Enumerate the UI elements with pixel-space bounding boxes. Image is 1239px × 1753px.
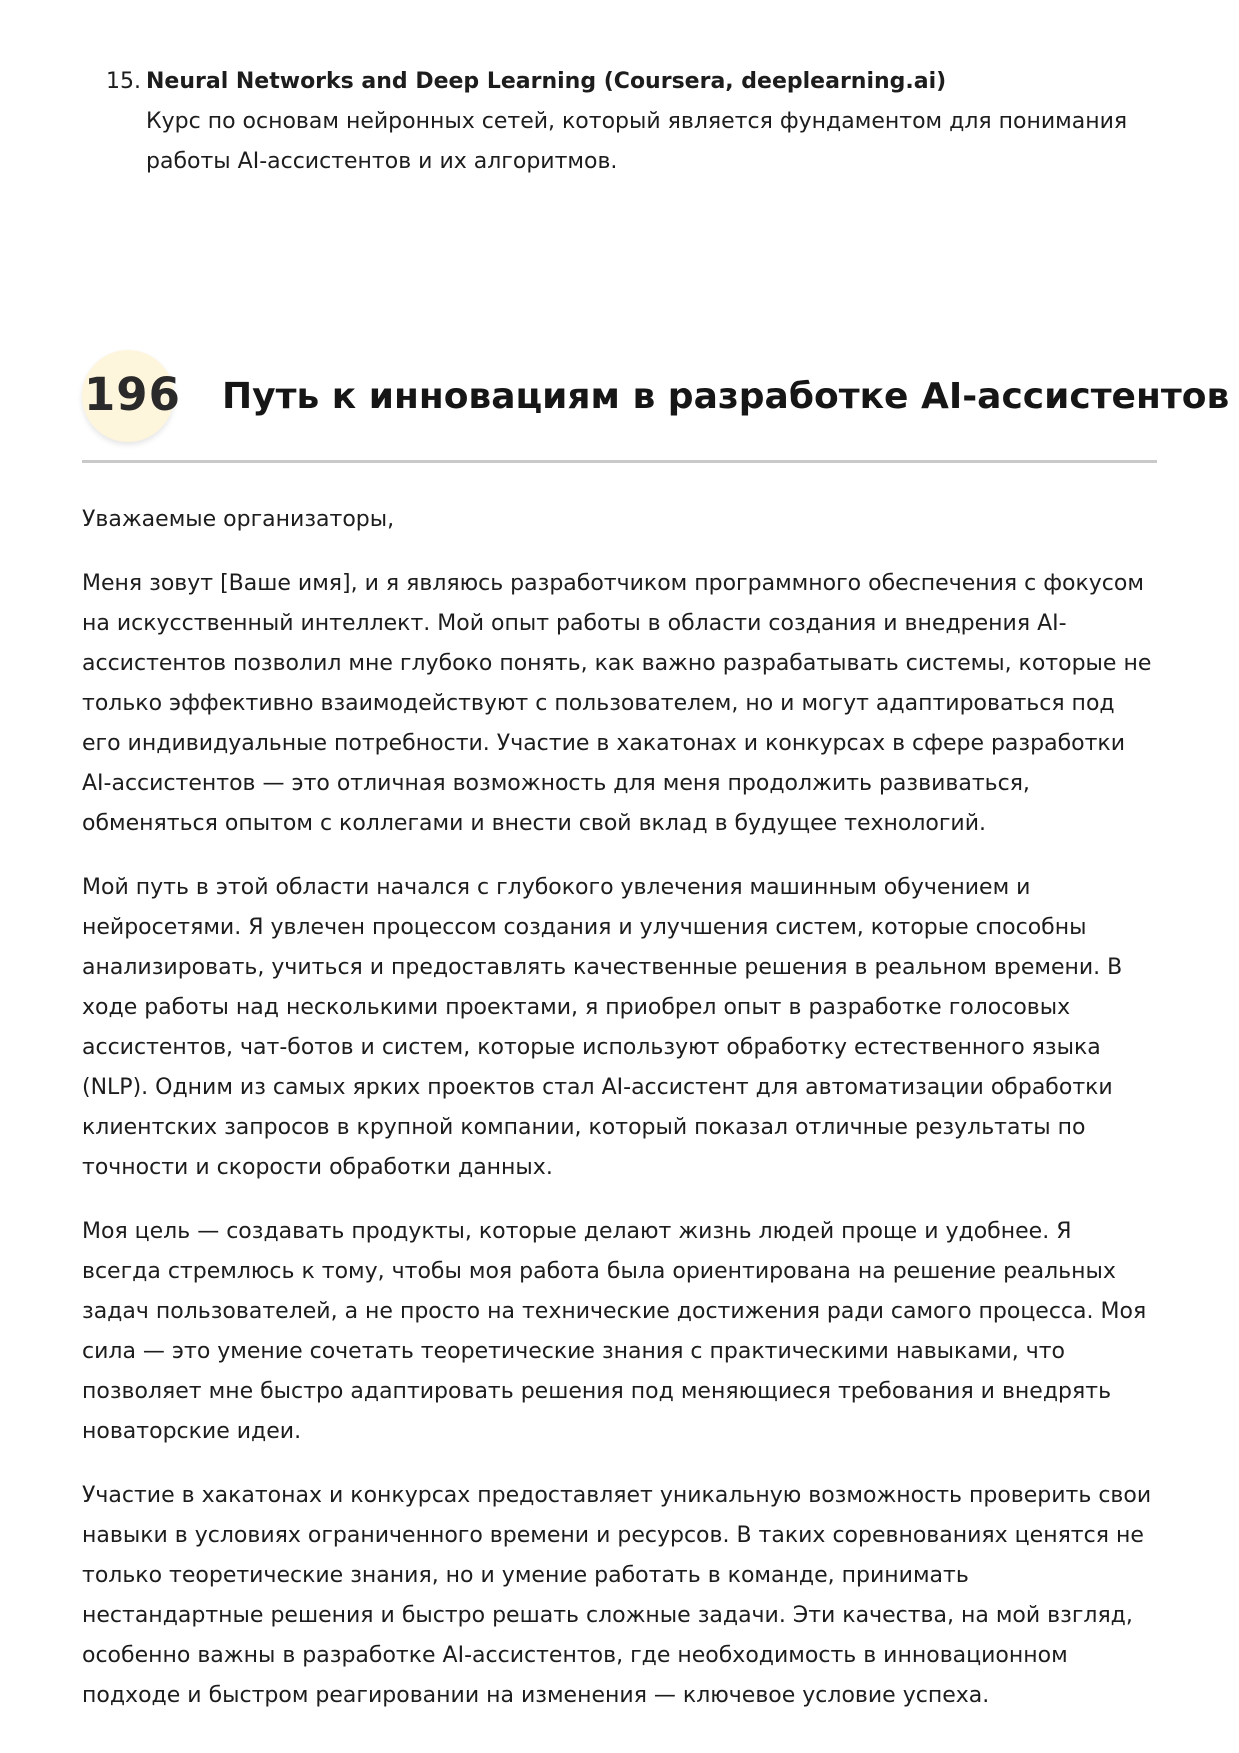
body-paragraph: Моя цель — создавать продукты, которые делают жизнь людей проще и удобнее. Я всегда стремлюсь к тому, чтобы моя работа была ориентирована на решение реальных задач пользователей, а не просто на технические достижения ради самого процесса. Моя сила — это умение сочетать теоретические знания с практическими навыками, что позволяет мне быстро адаптировать решения под меняющиеся требования и внедрять новаторские идеи. <box>82 1219 1147 1444</box>
chapter-title: Путь к инновациям в разработке AI-ассистентов <box>222 376 1230 417</box>
chapter-number: 196 <box>84 368 181 421</box>
body-paragraph: Участие в хакатонах и конкурсах предоставляет уникальную возможность проверить свои навыки в условиях ограниченного времени и ресурсов. В таких соревнованиях ценятся не только теоретические знания, но и умение работать в команде, принимать нестандартные решения и быстро решать сложные задачи. Эти качества, на мой взгляд, особенно важны в разработке AI-ассистентов, где необходимость в инновационном подходе и быстром реагировании на изменения — ключевое условие успеха. <box>82 1483 1152 1708</box>
list-item-description: Курс по основам нейронных сетей, который является фундаментом для понимания работы AI-ассистентов и их алгоритмов. <box>146 109 1128 174</box>
chapter-header <box>82 350 1230 463</box>
body-paragraph: Меня зовут [Ваше имя], и я являюсь разработчиком программного обеспечения с фокусом на искусственный интеллект. Мой опыт работы в области создания и внедрения AI-ассистентов позволил мне глубоко понять, как важно разрабатывать системы, которые не только эффективно взаимодействуют с пользователем, но и могут адаптироваться под его индивидуальные потребности. Участие в хакатонах и конкурсах в сфере разработки AI-ассистентов — это отличная возможность для меня продолжить развиваться, обменяться опытом с коллегами и внести свой вклад в будущее технологий. <box>82 571 1152 836</box>
salutation-paragraph: Уважаемые организаторы, <box>82 507 395 532</box>
body-paragraph: Мой путь в этой области начался с глубокого увлечения машинным обучением и нейросетями. Я увлечен процессом создания и улучшения систем, которые способны анализировать, учиться и предоставлять качественные решения в реальном времени. В ходе работы над несколькими проектами, я приобрел опыт в разработке голосовых ассистентов, чат-ботов и систем, которые используют обработку естественного языка (NLP). Одним из самых ярких проектов стал AI-ассистент для автоматизации обработки клиентских запросов в крупной компании, который показал отличные результаты по точности и скорости обработки данных. <box>82 875 1123 1180</box>
list-item-number: 15. <box>106 69 141 94</box>
chapter-body <box>82 500 1157 1740</box>
list-item-title: Neural Networks and Deep Learning (Coursera, deeplearning.ai) <box>146 69 947 94</box>
